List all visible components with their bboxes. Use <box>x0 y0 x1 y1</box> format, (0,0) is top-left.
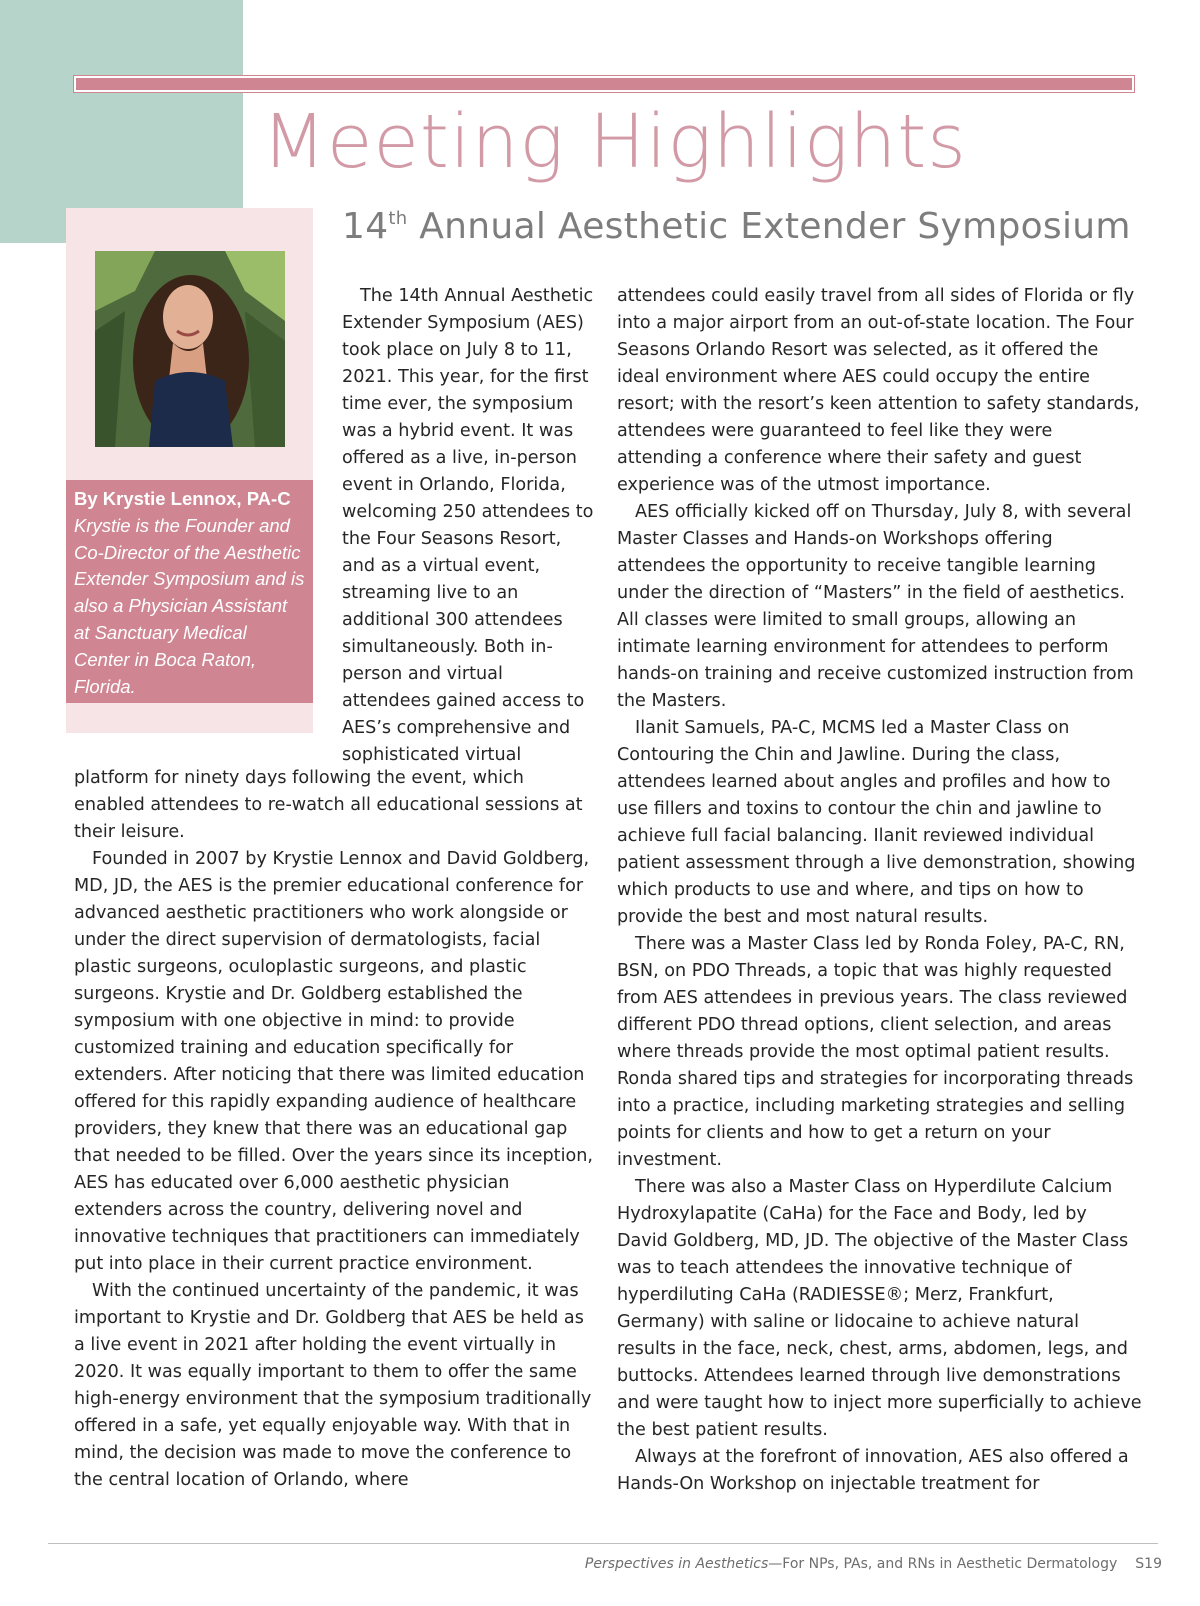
header-rule <box>74 76 1134 92</box>
subtitle-ordinal: th <box>388 208 408 229</box>
article-paragraph: There was also a Master Class on Hyperdilute Calcium Hydroxylapatite (CaHa) for the Face and Body, led by David Goldberg, MD, JD. The objective of the Master Class was to teach attendees the innovative technique of hyperdiluting CaHa (RADIESSE®; Merz, Frankfurt, Germany) with saline or lidocaine to achieve natural results in the face, neck, chest, arms, abdomen, legs, and buttocks. Attendees learned through live demonstrations and were taught how to inject more superficially to achieve the best patient results. <box>617 1177 1142 1440</box>
article-paragraph: The 14th Annual Aesthetic Extender Symposium (AES) took place on July 8 to 11, 2021. This year, for the first time ever, the symposium was a hybrid event. It was offered as a live, in-person event in Orlando, Florida, welcoming 250 attendees to the Four Seasons Resort, and as a virtual event, streaming live to an additional 300 attendees simultaneously. Both in-person and virtual attendees gained access to AES’s comprehensive and sophisticated virtual <box>342 286 594 765</box>
article-column-left-top <box>342 283 594 769</box>
article-paragraph: With the continued uncertainty of the pandemic, it was important to Krystie and Dr. Goldberg that AES be held as a live event in 2021 after holding the event virtually in 2020. It was equally important to them to offer the same high-energy environment that the symposium traditionally offered in a safe, yet equally enjoyable way. With that in mind, the decision was made to move the conference to the central location of Orlando, where <box>74 1281 592 1490</box>
article-column-left-bottom <box>74 765 596 1494</box>
page-title: Meeting Highlights <box>262 99 967 185</box>
subtitle-text: Annual Aesthetic Extender Symposium <box>407 206 1131 247</box>
footer-rule <box>48 1543 1158 1544</box>
page-footer <box>585 1556 1162 1572</box>
footer-journal: Perspectives in Aesthetics <box>584 1556 769 1572</box>
author-bio-box <box>66 480 313 703</box>
article-paragraph: Ilanit Samuels, PA-C, MCMS led a Master Class on Contouring the Chin and Jawline. During the class, attendees learned about angles and profiles and how to use fillers and toxins to contour the chin and jawline to achieve full facial balancing. Ilanit reviewed individual patient assessment through a live demonstration, showing which products to use and where, and tips on how to provide the best and most natural results. <box>617 718 1136 927</box>
page-subtitle <box>342 206 1131 247</box>
article-paragraph: platform for ninety days following the event, which enabled attendees to re-watch all educational sessions at their leisure. <box>74 768 583 842</box>
article-paragraph: attendees could easily travel from all sides of Florida or fly into a major airport from an out-of-state location. The Four Seasons Orlando Resort was selected, as it offered the ideal environment where AES could occupy the entire resort; with the resort’s keen attention to safety standards, attendees were guaranteed to feel like they were attending a conference where their safety and guest experience was of the utmost importance. <box>617 286 1140 495</box>
page-number: S19 <box>1135 1556 1162 1572</box>
author-portrait-icon <box>95 251 285 447</box>
author-portrait <box>95 251 285 447</box>
author-bio: Krystie is the Founder and Co-Director of the Aesthetic Extender Symposium and is also a Physician Assistant at Sanctuary Medical Center in Boca Raton, Florida. <box>74 514 305 697</box>
article-paragraph: There was a Master Class led by Ronda Foley, PA-C, RN, BSN, on PDO Threads, a topic that was highly requested from AES attendees in previous years. The class reviewed different PDO thread options, client selection, and areas where threads provide the most optimal patient results. Ronda shared tips and strategies for incorporating threads into a practice, including marketing strategies and selling points for clients and how to get a return on your investment. <box>617 934 1134 1170</box>
article-paragraph: Founded in 2007 by Krystie Lennox and David Goldberg, MD, JD, the AES is the premier educational conference for advanced aesthetic practitioners who work alongside or under the direct supervision of dermatologists, facial plastic surgeons, oculoplastic surgeons, and plastic surgeons. Krystie and Dr. Goldberg established the symposium with one objective in mind: to provide customized training and education specifically for extenders. After noticing that there was limited education offered for this rapidly expanding audience of healthcare providers, they knew that there was an educational gap that needed to be filled. Over the years since its inception, AES has educated over 6,000 aesthetic physician extenders across the country, delivering novel and innovative techniques that practitioners can immediately put into place in their current practice environment. <box>74 849 593 1274</box>
article-column-right <box>617 283 1142 1498</box>
author-byline: By Krystie Lennox, PA-C <box>74 488 291 509</box>
footer-tagline: —For NPs, PAs, and RNs in Aesthetic Dermatology <box>768 1556 1118 1572</box>
article-paragraph: Always at the forefront of innovation, AES also offered a Hands-On Workshop on injectable treatment for <box>617 1447 1129 1494</box>
subtitle-number: 14 <box>342 206 389 247</box>
teal-corner-block <box>0 0 243 243</box>
article-paragraph: AES officially kicked off on Thursday, July 8, with several Master Classes and Hands-on Workshops offering attendees the opportunity to receive tangible learning under the direction of “Masters” in the field of aesthetics. All classes were limited to small groups, allowing an intimate learning environment for attendees to perform hands-on training and receive customized instruction from the Masters. <box>617 502 1134 711</box>
